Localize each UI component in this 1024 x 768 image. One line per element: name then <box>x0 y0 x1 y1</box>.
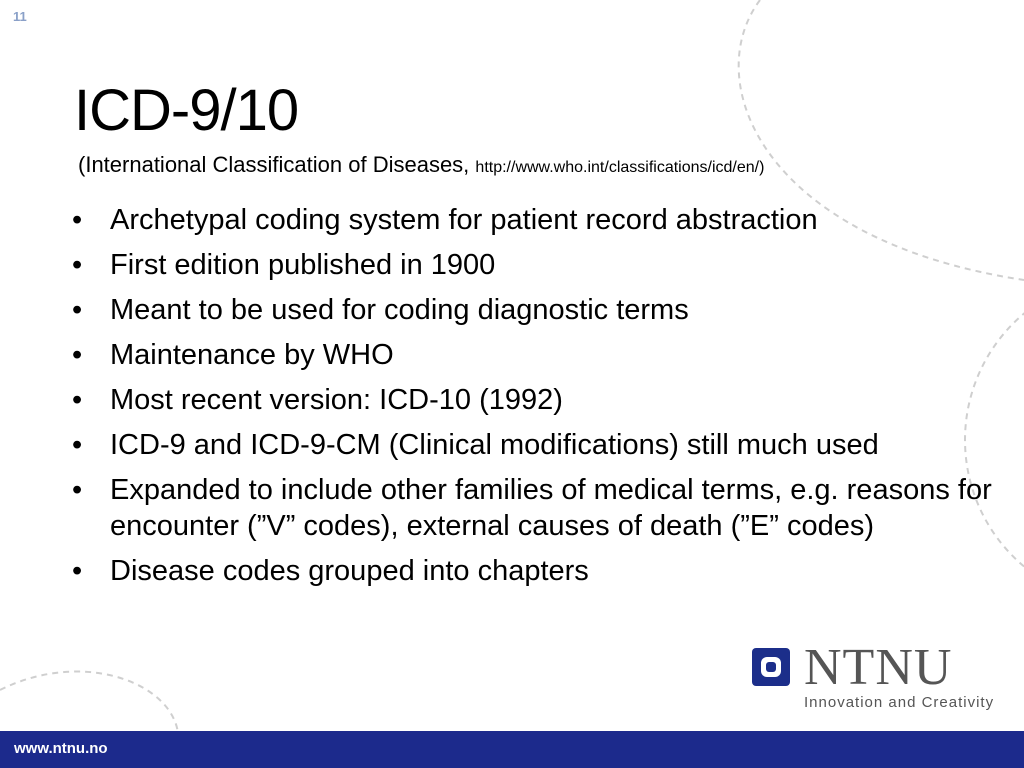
bullet-marker: • <box>72 339 83 371</box>
bullet-item <box>72 382 1022 418</box>
bullet-marker: • <box>72 249 83 281</box>
bullet-item <box>72 247 1022 283</box>
bullet-item <box>72 427 1022 463</box>
slide-subtitle <box>78 151 764 182</box>
bullet-item <box>72 202 1022 238</box>
bullet-text: Maintenance by WHO <box>110 339 394 371</box>
bullet-marker: • <box>72 429 83 461</box>
slide-number: 11 <box>13 9 27 24</box>
bullet-text: First edition published in 1900 <box>110 249 496 281</box>
subtitle-url-link[interactable]: http://www.who.int/classifications/icd/en/) <box>475 159 765 176</box>
bullet-text: ICD-9 and ICD-9-CM (Clinical modifications) still much used <box>110 429 879 461</box>
footer-url-link[interactable]: www.ntnu.no <box>14 740 108 757</box>
bullet-marker: • <box>72 474 83 506</box>
bullet-marker: • <box>72 204 83 236</box>
logo-tagline: Innovation and Creativity <box>804 694 995 711</box>
bullet-list <box>72 202 1022 598</box>
bullet-text: Expanded to include other families of medical terms, e.g. reasons for encounter (”V” codes), external causes of death (”E” codes) <box>110 474 992 542</box>
bullet-item <box>72 337 1022 373</box>
bullet-item <box>72 292 1022 328</box>
bullet-item <box>72 472 1022 544</box>
logo-wordmark: NTNU <box>804 639 953 696</box>
bullet-text: Disease codes grouped into chapters <box>110 555 589 587</box>
bullet-text: Most recent version: ICD-10 (1992) <box>110 384 563 416</box>
bullet-item <box>72 553 1022 589</box>
bullet-marker: • <box>72 555 83 587</box>
ntnu-logo <box>752 639 1002 718</box>
bullet-text: Archetypal coding system for patient record abstraction <box>110 204 818 236</box>
slide-title: ICD-9/10 <box>74 78 299 143</box>
bullet-marker: • <box>72 384 83 416</box>
subtitle-text: (International Classification of Diseases, <box>78 152 476 177</box>
footer-bar <box>0 731 1024 768</box>
bullet-text: Meant to be used for coding diagnostic terms <box>110 294 689 326</box>
bullet-marker: • <box>72 294 83 326</box>
ntnu-logo-icon <box>752 648 790 686</box>
